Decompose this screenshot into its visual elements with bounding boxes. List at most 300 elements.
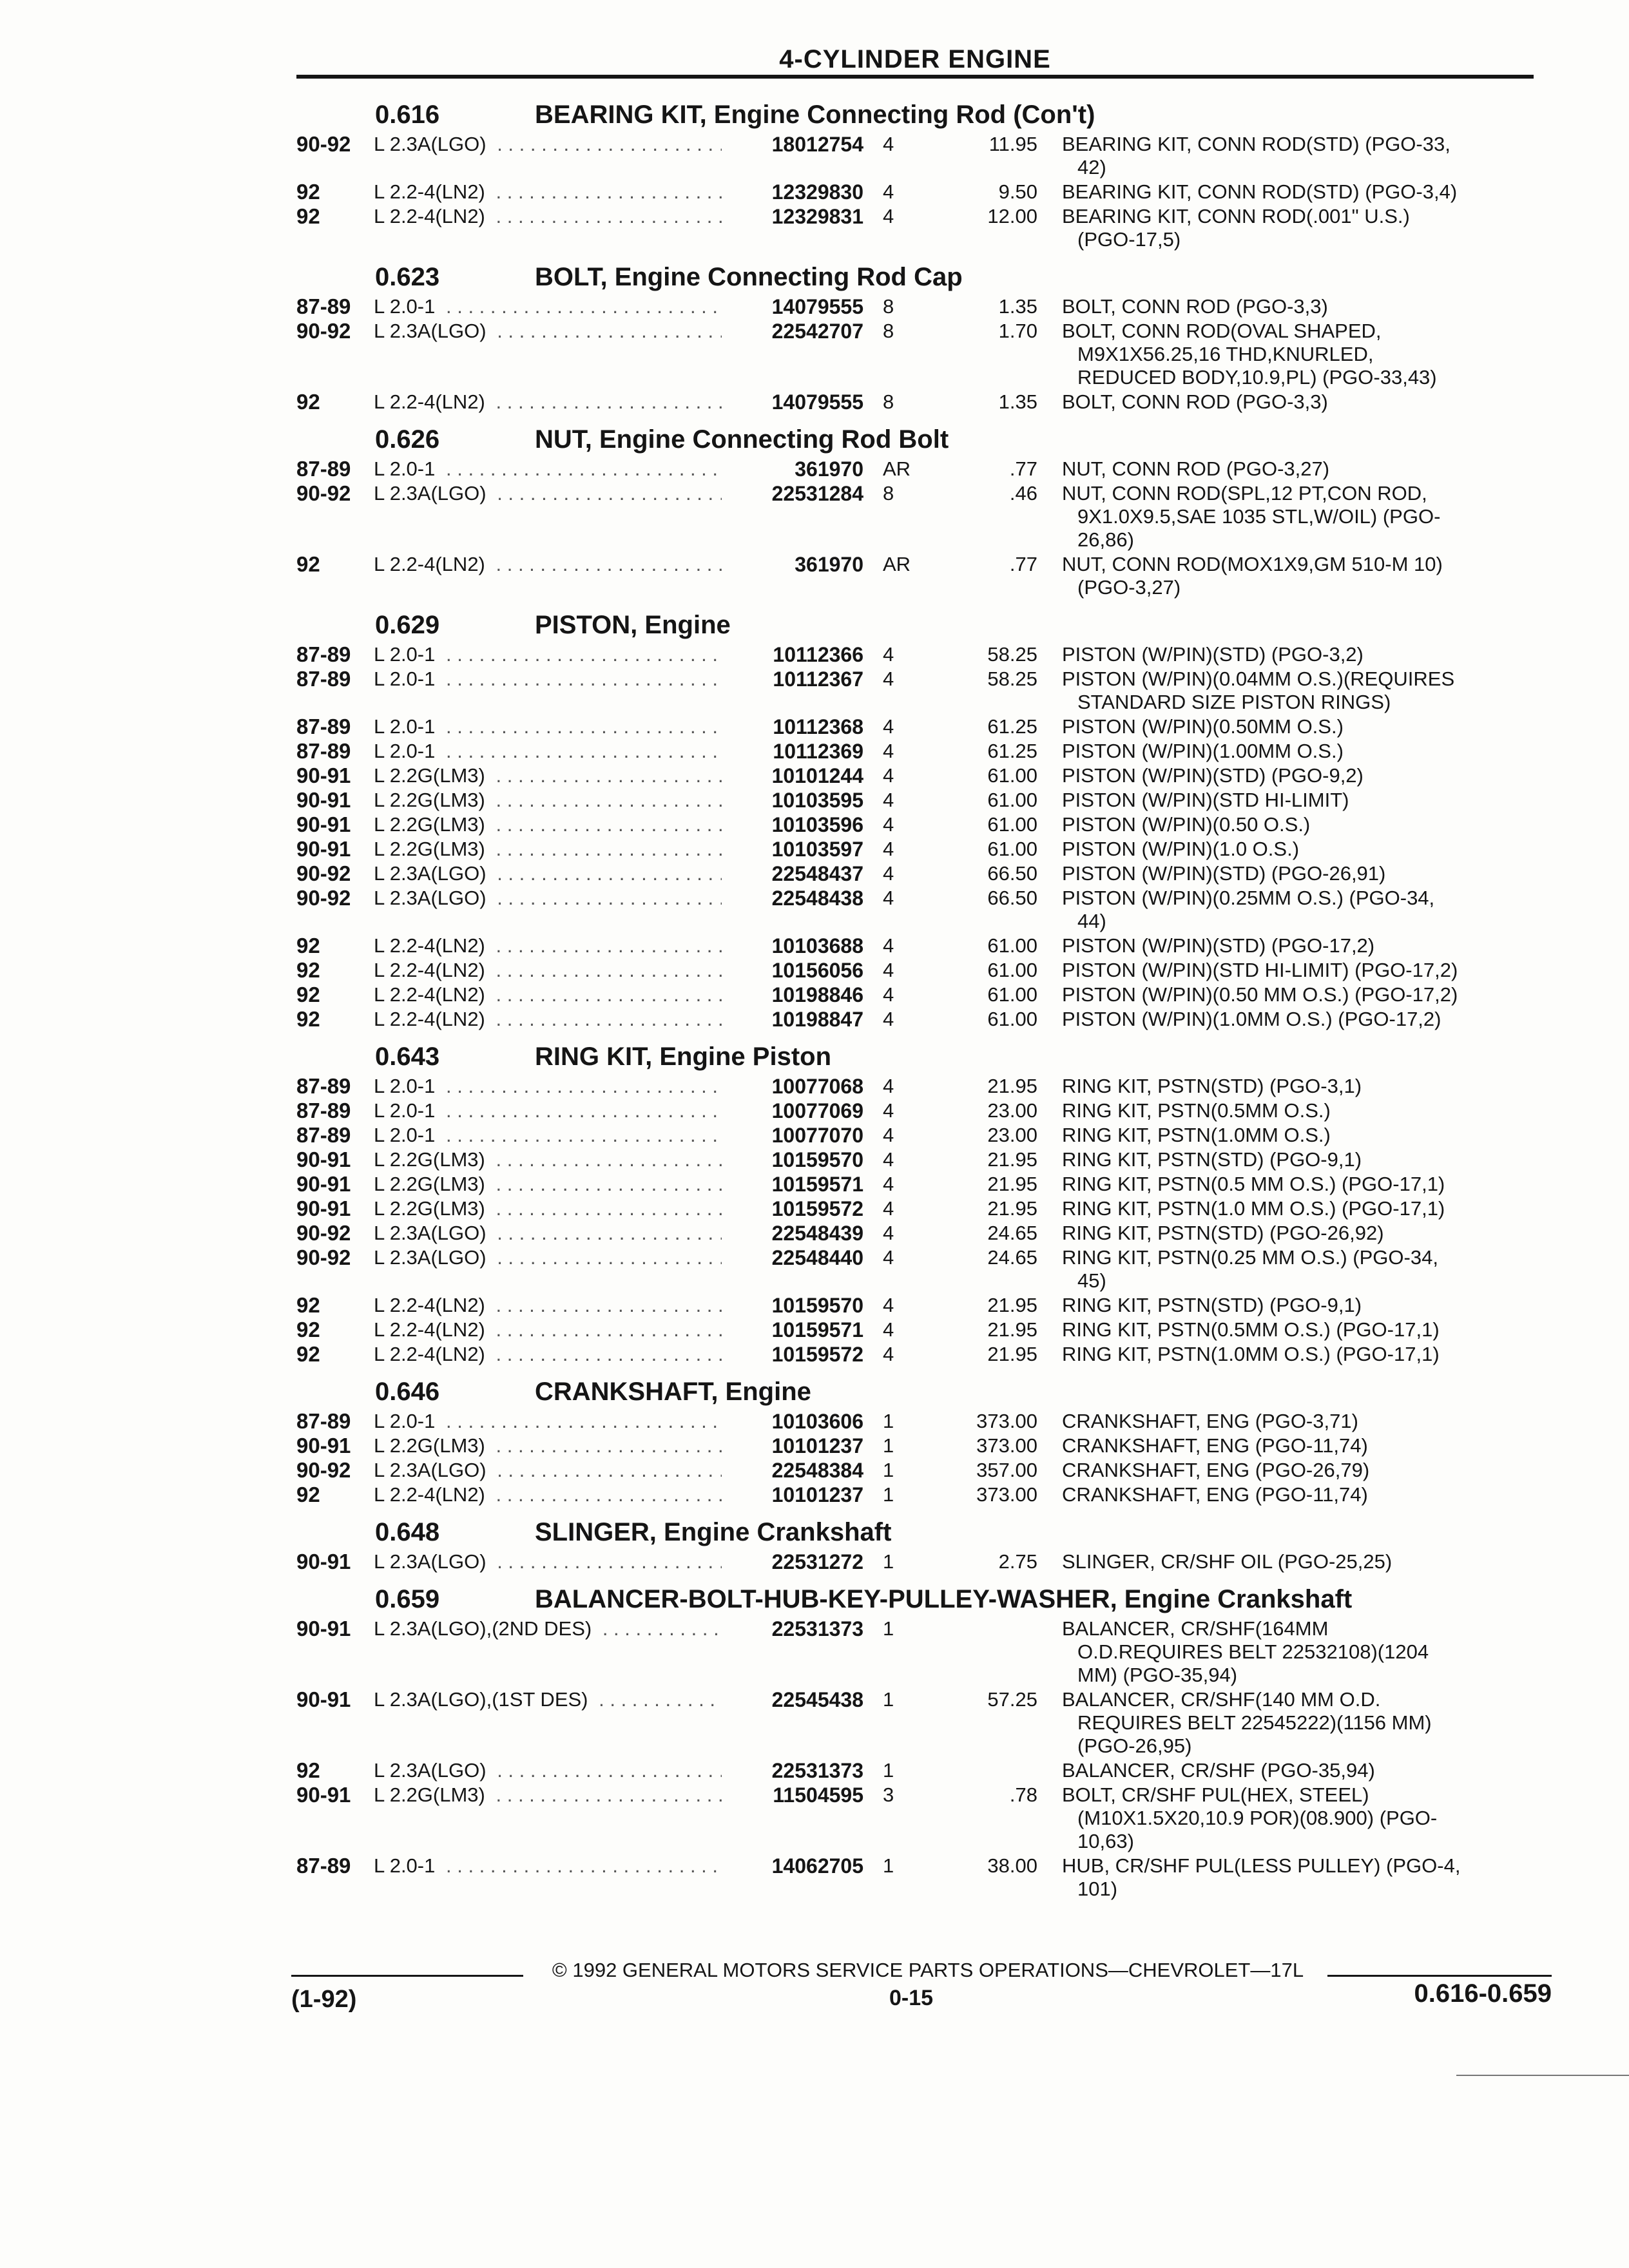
quantity: 8: [883, 320, 894, 342]
part-description: [1062, 1246, 1539, 1293]
model-years: 92: [296, 983, 320, 1006]
description-line: BOLT, CR/SHF PUL(HEX, STEEL): [1062, 1783, 1369, 1806]
page-header-title: 4-CYLINDER ENGINE: [779, 45, 1051, 73]
model-years: 92: [296, 958, 320, 982]
quantity: 4: [883, 715, 894, 738]
description-line: CRANKSHAFT, ENG (PGO-11,74): [1062, 1434, 1368, 1457]
part-description: [1062, 320, 1539, 389]
part-row: [0, 553, 1629, 601]
engine-application-text: L 2.2G(LM3): [374, 1783, 490, 1806]
price: 21.95: [987, 1294, 1037, 1316]
quantity: 4: [883, 1246, 894, 1269]
part-number: 10159572: [771, 1197, 863, 1220]
engine-application: [374, 1410, 722, 1433]
price: 357.00: [976, 1459, 1037, 1481]
part-number: 10198846: [771, 983, 863, 1006]
description-line: RING KIT, PSTN(STD) (PGO-26,92): [1062, 1222, 1384, 1244]
section-heading: [0, 420, 1629, 457]
price: 1.35: [998, 295, 1037, 318]
price: 21.95: [987, 1197, 1037, 1220]
header-rule: [296, 75, 1534, 79]
description-line: PISTON (W/PIN)(0.50 O.S.): [1062, 813, 1311, 836]
quantity: 4: [883, 838, 894, 860]
quantity: 1: [883, 1410, 894, 1432]
engine-application: [374, 1434, 722, 1457]
part-row: [0, 1343, 1629, 1367]
price: 61.00: [987, 838, 1037, 860]
price: 58.25: [987, 643, 1037, 666]
quantity: 4: [883, 1099, 894, 1122]
model-years: 90-92: [296, 1221, 351, 1245]
section-name: RING KIT, Engine Piston: [535, 1043, 832, 1071]
quantity: 4: [883, 1148, 894, 1171]
quantity: 4: [883, 1343, 894, 1365]
quantity: 4: [883, 1173, 894, 1195]
part-number: 10112369: [773, 740, 863, 763]
part-number: 361970: [795, 457, 863, 481]
price: 61.00: [987, 813, 1037, 836]
description-line: REDUCED BODY,10.9,PL) (PGO-33,43): [1077, 366, 1437, 389]
part-number: 18012754: [771, 133, 863, 156]
part-description: [1062, 1434, 1539, 1457]
part-description: [1062, 983, 1539, 1006]
price: 1.70: [998, 320, 1037, 342]
engine-application-text: L 2.0-1: [374, 715, 440, 738]
part-description: [1062, 959, 1539, 982]
engine-application-text: L 2.3A(LGO): [374, 1459, 492, 1481]
section-number: 0.646: [375, 1378, 440, 1406]
engine-application-text: L 2.2-4(LN2): [374, 1483, 490, 1506]
part-row: [0, 887, 1629, 934]
description-line: CRANKSHAFT, ENG (PGO-26,79): [1062, 1459, 1370, 1481]
description-line: PISTON (W/PIN)(STD) (PGO-17,2): [1062, 934, 1375, 957]
part-number: 10112367: [773, 668, 863, 691]
part-row: [0, 668, 1629, 715]
price: 12.00: [987, 205, 1037, 227]
price: 61.00: [987, 764, 1037, 787]
part-row: [0, 1008, 1629, 1032]
price: 373.00: [976, 1410, 1037, 1432]
quantity: 3: [883, 1783, 894, 1806]
engine-application-text: L 2.3A(LGO),(1ST DES): [374, 1688, 593, 1711]
part-row: [0, 643, 1629, 668]
price: 24.65: [987, 1246, 1037, 1269]
engine-application-text: L 2.2-4(LN2): [374, 390, 490, 413]
quantity: 1: [883, 1459, 894, 1481]
description-line: (PGO-17,5): [1077, 228, 1181, 251]
model-years: 92: [296, 1758, 320, 1782]
description-line: PISTON (W/PIN)(STD HI-LIMIT): [1062, 789, 1349, 811]
section-heading: [0, 95, 1629, 133]
section-heading: [0, 1037, 1629, 1075]
price: 373.00: [976, 1483, 1037, 1506]
footer-date: (1-92): [291, 1986, 357, 2013]
quantity: 4: [883, 643, 894, 666]
footer-page-number: 0-15: [889, 1986, 934, 2010]
model-years: 87-89: [296, 739, 351, 763]
quantity: 4: [883, 764, 894, 787]
part-row: [0, 764, 1629, 789]
engine-application-text: L 2.3A(LGO),(2ND DES): [374, 1617, 597, 1640]
engine-application-text: L 2.3A(LGO): [374, 887, 492, 909]
parts-catalog-body: [0, 90, 1629, 1902]
model-years: 87-89: [296, 1854, 351, 1878]
engine-application: [374, 862, 722, 885]
engine-application-text: L 2.2G(LM3): [374, 1148, 490, 1171]
part-number: 10112366: [773, 643, 863, 666]
engine-application-text: L 2.3A(LGO): [374, 1246, 492, 1269]
section-name: BALANCER-BOLT-HUB-KEY-PULLEY-WASHER, Engine Crankshaft: [535, 1585, 1353, 1613]
description-line: 10,63): [1077, 1830, 1134, 1852]
engine-application-text: L 2.2-4(LN2): [374, 180, 490, 203]
description-line: STANDARD SIZE PISTON RINGS): [1077, 691, 1391, 713]
part-row: [0, 1617, 1629, 1688]
engine-application: [374, 813, 722, 836]
description-line: RING KIT, PSTN(0.5MM O.S.) (PGO-17,1): [1062, 1318, 1440, 1341]
description-line: BALANCER, CR/SHF (PGO-35,94): [1062, 1759, 1375, 1782]
engine-application-text: L 2.2-4(LN2): [374, 205, 490, 227]
description-line: BALANCER, CR/SHF(164MM: [1062, 1617, 1329, 1640]
part-row: [0, 740, 1629, 764]
part-description: [1062, 1008, 1539, 1031]
price: 61.00: [987, 1008, 1037, 1030]
part-row: [0, 1410, 1629, 1434]
part-row: [0, 959, 1629, 983]
part-row: [0, 1854, 1629, 1902]
part-description: [1062, 1294, 1539, 1317]
part-number: 22531373: [771, 1617, 863, 1640]
engine-application-text: L 2.3A(LGO): [374, 1550, 492, 1573]
engine-application-text: L 2.2-4(LN2): [374, 959, 490, 981]
description-line: PISTON (W/PIN)(0.04MM O.S.)(REQUIRES: [1062, 668, 1455, 690]
engine-application: [374, 1173, 722, 1196]
quantity: 1: [883, 1617, 894, 1640]
section-name: SLINGER, Engine Crankshaft: [535, 1518, 892, 1546]
quantity: 1: [883, 1550, 894, 1573]
quantity: 4: [883, 1318, 894, 1341]
footer-copyright: © 1992 GENERAL MOTORS SERVICE PARTS OPERATIONS—CHEVROLET—17L: [552, 1959, 1304, 1981]
description-line: M9X1X56.25,16 THD,KNURLED,: [1077, 343, 1374, 365]
engine-application-text: L 2.2G(LM3): [374, 1197, 490, 1220]
part-row: [0, 1197, 1629, 1222]
part-number: 10159572: [771, 1343, 863, 1366]
price: 61.00: [987, 789, 1037, 811]
model-years: 90-91: [296, 1687, 351, 1711]
part-number: 12329830: [771, 180, 863, 204]
engine-application-text: L 2.3A(LGO): [374, 320, 492, 342]
part-number: 10159571: [771, 1173, 863, 1196]
quantity: 4: [883, 1222, 894, 1244]
part-number: 14079555: [771, 295, 863, 318]
price: 21.95: [987, 1343, 1037, 1365]
scan-edge-mark: [1456, 2075, 1629, 2076]
engine-application-text: L 2.2G(LM3): [374, 1173, 490, 1195]
description-line: NUT, CONN ROD (PGO-3,27): [1062, 457, 1330, 480]
price: 61.00: [987, 934, 1037, 957]
model-years: 90-91: [296, 1550, 351, 1573]
model-years: 92: [296, 552, 320, 576]
quantity: 4: [883, 1124, 894, 1146]
engine-application: [374, 1854, 722, 1878]
part-row: [0, 1124, 1629, 1148]
description-line: RING KIT, PSTN(1.0 MM O.S.) (PGO-17,1): [1062, 1197, 1445, 1220]
part-description: [1062, 1459, 1539, 1482]
part-description: [1062, 180, 1539, 204]
engine-application-text: L 2.0-1: [374, 643, 440, 666]
engine-application: [374, 983, 722, 1006]
engine-application: [374, 1075, 722, 1098]
engine-application: [374, 180, 722, 204]
part-number: 22542707: [771, 320, 863, 343]
part-description: [1062, 1410, 1539, 1433]
part-number: 22531284: [771, 482, 863, 505]
part-description: [1062, 1783, 1539, 1853]
part-row: [0, 205, 1629, 253]
part-description: [1062, 1759, 1539, 1782]
price: 57.25: [987, 1688, 1037, 1711]
description-line: 45): [1077, 1269, 1106, 1292]
part-row: [0, 983, 1629, 1008]
engine-application-text: L 2.2-4(LN2): [374, 1318, 490, 1341]
part-row: [0, 1434, 1629, 1459]
model-years: 90-91: [296, 1783, 351, 1807]
section-heading: [0, 1513, 1629, 1550]
price: .46: [1009, 482, 1037, 505]
section-heading: [0, 1580, 1629, 1617]
quantity: 8: [883, 482, 894, 505]
part-description: [1062, 1617, 1539, 1687]
part-row: [0, 1783, 1629, 1854]
quantity: 1: [883, 1759, 894, 1782]
price: 23.00: [987, 1099, 1037, 1122]
engine-application: [374, 1318, 722, 1341]
part-number: 361970: [795, 553, 863, 576]
model-years: 90-91: [296, 1434, 351, 1457]
part-number: 10077068: [771, 1075, 863, 1098]
quantity: 4: [883, 887, 894, 909]
part-description: [1062, 789, 1539, 812]
description-line: SLINGER, CR/SHF OIL (PGO-25,25): [1062, 1550, 1393, 1573]
model-years: 90-92: [296, 319, 351, 343]
part-number: 10159570: [771, 1294, 863, 1317]
part-number: 12329831: [771, 205, 863, 228]
section-number: 0.629: [375, 611, 440, 639]
quantity: 4: [883, 180, 894, 203]
price: 24.65: [987, 1222, 1037, 1244]
engine-application: [374, 1550, 722, 1573]
description-line: BEARING KIT, CONN ROD(.001" U.S.): [1062, 205, 1410, 227]
description-line: RING KIT, PSTN(1.0MM O.S.): [1062, 1124, 1331, 1146]
model-years: 90-91: [296, 1196, 351, 1220]
part-number: 22548438: [771, 887, 863, 910]
quantity: 4: [883, 959, 894, 981]
quantity: 4: [883, 862, 894, 885]
engine-application: [374, 205, 722, 228]
model-years: 87-89: [296, 1409, 351, 1433]
description-line: CRANKSHAFT, ENG (PGO-3,71): [1062, 1410, 1358, 1432]
engine-application: [374, 320, 722, 343]
quantity: 8: [883, 295, 894, 318]
part-number: 14079555: [771, 390, 863, 414]
part-row: [0, 133, 1629, 180]
price: 61.25: [987, 740, 1037, 762]
engine-application: [374, 1008, 722, 1031]
engine-application: [374, 482, 722, 505]
model-years: 90-91: [296, 1148, 351, 1171]
part-description: [1062, 1688, 1539, 1758]
model-years: 92: [296, 180, 320, 204]
price: 66.50: [987, 887, 1037, 909]
engine-application: [374, 1483, 722, 1506]
description-line: 101): [1077, 1878, 1118, 1900]
part-row: [0, 1759, 1629, 1783]
engine-application: [374, 1459, 722, 1482]
description-line: (PGO-26,95): [1077, 1735, 1192, 1757]
description-line: BOLT, CONN ROD(OVAL SHAPED,: [1062, 320, 1382, 342]
part-row: [0, 934, 1629, 959]
description-line: BOLT, CONN ROD (PGO-3,3): [1062, 295, 1328, 318]
part-number: 10077069: [771, 1099, 863, 1122]
engine-application-text: L 2.0-1: [374, 457, 440, 480]
part-number: 14062705: [771, 1854, 863, 1878]
engine-application: [374, 133, 722, 156]
engine-application: [374, 643, 722, 666]
model-years: 87-89: [296, 667, 351, 691]
part-description: [1062, 715, 1539, 738]
engine-application-text: L 2.0-1: [374, 1410, 440, 1432]
engine-application-text: L 2.3A(LGO): [374, 1759, 492, 1782]
model-years: 90-92: [296, 861, 351, 885]
model-years: 87-89: [296, 294, 351, 318]
part-number: 10101244: [771, 764, 863, 787]
model-years: 90-92: [296, 1245, 351, 1269]
quantity: 1: [883, 1688, 894, 1711]
engine-application-text: L 2.3A(LGO): [374, 482, 492, 505]
section-heading: [0, 1372, 1629, 1410]
engine-application: [374, 457, 722, 481]
description-line: PISTON (W/PIN)(0.25MM O.S.) (PGO-34,: [1062, 887, 1435, 909]
description-line: RING KIT, PSTN(1.0MM O.S.) (PGO-17,1): [1062, 1343, 1440, 1365]
engine-application: [374, 1222, 722, 1245]
engine-application: [374, 1688, 722, 1711]
part-description: [1062, 295, 1539, 318]
model-years: 90-91: [296, 788, 351, 812]
footer-rule-left: [291, 1975, 523, 1977]
engine-application-text: L 2.0-1: [374, 1099, 440, 1122]
model-years: 90-92: [296, 481, 351, 505]
engine-application: [374, 1759, 722, 1782]
price: 61.00: [987, 983, 1037, 1006]
model-years: 87-89: [296, 457, 351, 481]
description-line: 26,86): [1077, 528, 1134, 551]
description-line: PISTON (W/PIN)(STD HI-LIMIT) (PGO-17,2): [1062, 959, 1458, 981]
part-number: 10103597: [771, 838, 863, 861]
engine-application-text: L 2.3A(LGO): [374, 133, 492, 155]
model-years: 87-89: [296, 642, 351, 666]
part-row: [0, 813, 1629, 838]
part-description: [1062, 205, 1539, 251]
part-number: 10159571: [771, 1318, 863, 1341]
part-number: 22548437: [771, 862, 863, 885]
quantity: 4: [883, 1075, 894, 1097]
quantity: 4: [883, 934, 894, 957]
model-years: 90-91: [296, 812, 351, 836]
part-row: [0, 1173, 1629, 1197]
part-description: [1062, 668, 1539, 714]
part-description: [1062, 1550, 1539, 1573]
model-years: 92: [296, 1318, 320, 1341]
footer-section-range: 0.616-0.659: [1414, 1979, 1552, 2008]
part-description: [1062, 1075, 1539, 1098]
engine-application: [374, 390, 722, 414]
part-description: [1062, 1222, 1539, 1245]
description-line: BALANCER, CR/SHF(140 MM O.D.: [1062, 1688, 1381, 1711]
section-number: 0.643: [375, 1043, 440, 1071]
part-description: [1062, 457, 1539, 481]
engine-application: [374, 1099, 722, 1122]
model-years: 92: [296, 1007, 320, 1031]
part-row: [0, 1318, 1629, 1343]
part-description: [1062, 1173, 1539, 1196]
price: 373.00: [976, 1434, 1037, 1457]
engine-application-text: L 2.3A(LGO): [374, 1222, 492, 1244]
part-row: [0, 1550, 1629, 1575]
part-row: [0, 482, 1629, 553]
description-line: BEARING KIT, CONN ROD(STD) (PGO-33,: [1062, 133, 1451, 155]
price: 21.95: [987, 1173, 1037, 1195]
engine-application-text: L 2.2G(LM3): [374, 838, 490, 860]
description-line: RING KIT, PSTN(0.25 MM O.S.) (PGO-34,: [1062, 1246, 1438, 1269]
engine-application: [374, 1617, 722, 1640]
section-heading: [0, 258, 1629, 295]
engine-application: [374, 789, 722, 812]
part-description: [1062, 390, 1539, 414]
section-name: PISTON, Engine: [535, 611, 731, 639]
part-number: 10112368: [773, 715, 863, 738]
part-row: [0, 1688, 1629, 1759]
part-row: [0, 1148, 1629, 1173]
quantity: 8: [883, 390, 894, 413]
price: 21.95: [987, 1075, 1037, 1097]
model-years: 92: [296, 1342, 320, 1366]
engine-application-text: L 2.2-4(LN2): [374, 983, 490, 1006]
description-line: CRANKSHAFT, ENG (PGO-11,74): [1062, 1483, 1368, 1506]
part-description: [1062, 553, 1539, 599]
engine-application: [374, 1148, 722, 1171]
part-number: 10198847: [771, 1008, 863, 1031]
quantity: 4: [883, 668, 894, 690]
engine-application-text: L 2.2-4(LN2): [374, 1008, 490, 1030]
engine-application: [374, 295, 722, 318]
description-line: PISTON (W/PIN)(1.0 O.S.): [1062, 838, 1300, 860]
engine-application-text: L 2.2G(LM3): [374, 1434, 490, 1457]
quantity: 1: [883, 1854, 894, 1877]
description-line: (PGO-3,27): [1077, 576, 1181, 599]
model-years: 87-89: [296, 715, 351, 738]
engine-application: [374, 1343, 722, 1366]
part-row: [0, 789, 1629, 813]
quantity: 1: [883, 1434, 894, 1457]
description-line: PISTON (W/PIN)(1.00MM O.S.): [1062, 740, 1344, 762]
price: 9.50: [998, 180, 1037, 203]
part-row: [0, 1075, 1629, 1099]
part-number: 10103595: [771, 789, 863, 812]
engine-application-text: L 2.2G(LM3): [374, 764, 490, 787]
part-number: 11504595: [773, 1783, 863, 1807]
section-heading: [0, 606, 1629, 643]
engine-application: [374, 740, 722, 763]
part-number: 10156056: [771, 959, 863, 982]
